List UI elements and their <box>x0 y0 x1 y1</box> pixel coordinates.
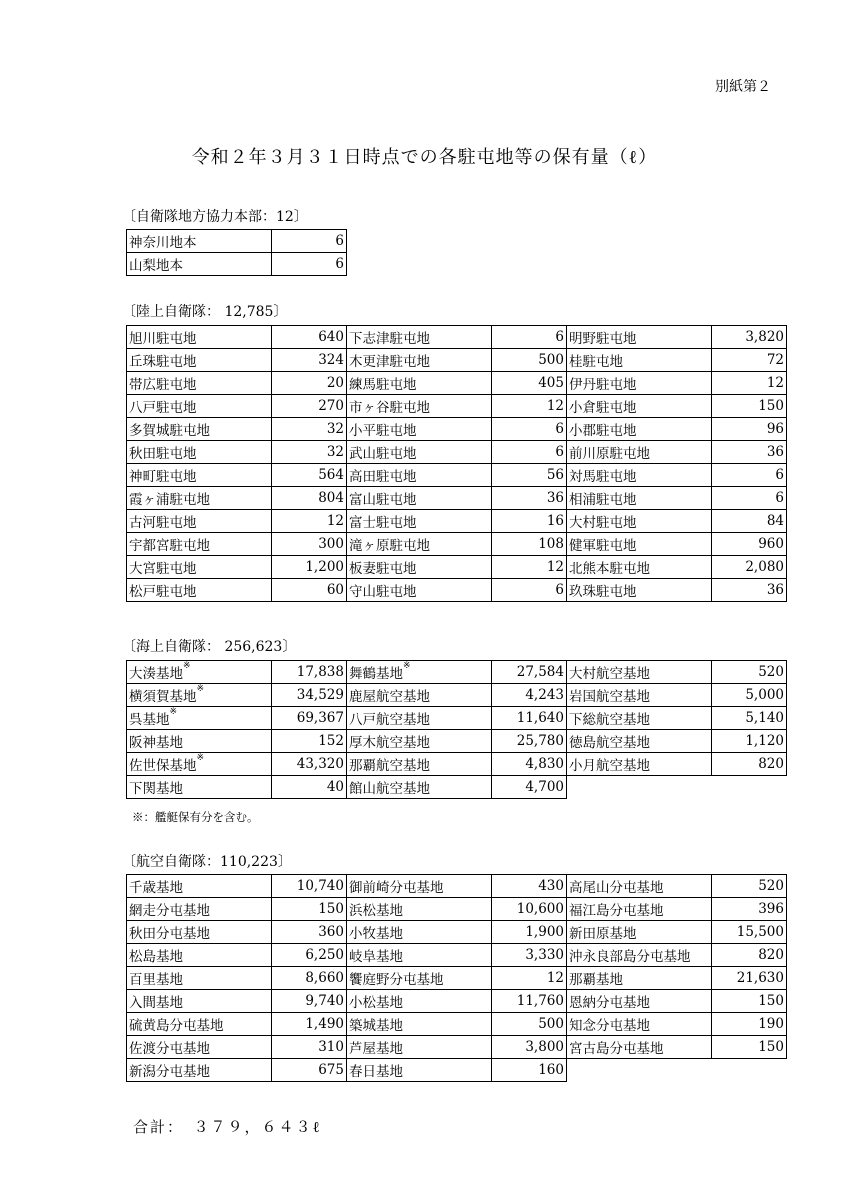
facility-name: 滝ヶ原駐屯地 <box>349 538 430 554</box>
facility-name-cell <box>567 1013 712 1036</box>
quantity-cell: 500 <box>492 349 567 372</box>
quantity-cell: 108 <box>492 533 567 556</box>
table-row <box>127 661 787 684</box>
facility-name-cell <box>567 556 712 579</box>
quantity-cell: 324 <box>272 349 347 372</box>
facility-name-cell <box>347 372 492 395</box>
facility-name: 古河駐屯地 <box>129 515 197 531</box>
section-heading-asdf: 〔航空自衛隊：110,223〕 <box>122 854 292 870</box>
quantity-cell: 6 <box>492 418 567 441</box>
facility-name: 神町駐屯地 <box>129 469 197 485</box>
facility-name: 北熊本駐屯地 <box>569 561 650 577</box>
facility-name-cell <box>347 510 492 533</box>
quantity-cell: 564 <box>272 464 347 487</box>
quantity-cell: 10,600 <box>492 898 567 921</box>
quantity-cell: 6 <box>712 464 787 487</box>
table-row <box>127 464 787 487</box>
facility-name-cell <box>347 326 492 349</box>
facility-name: 旭川駐屯地 <box>129 331 197 347</box>
facility-name-cell <box>347 684 492 707</box>
facility-name-cell <box>347 556 492 579</box>
facility-name-cell <box>347 1036 492 1059</box>
quantity-cell: 84 <box>712 510 787 533</box>
quantity-cell: 405 <box>492 372 567 395</box>
quantity-cell: 6 <box>492 579 567 602</box>
quantity-cell: 4,700 <box>492 776 567 799</box>
facility-name-cell <box>127 661 272 684</box>
table-row <box>127 875 787 898</box>
facility-name-cell <box>347 1013 492 1036</box>
facility-name: 相浦駐屯地 <box>569 492 637 508</box>
table-row <box>127 1036 787 1059</box>
facility-name-cell <box>567 1036 712 1059</box>
facility-name: 千歳基地 <box>129 880 183 896</box>
table-row <box>127 230 347 253</box>
quantity-cell: 360 <box>272 921 347 944</box>
quantity-cell: 12 <box>492 556 567 579</box>
facility-name-cell <box>567 967 712 990</box>
facility-name-cell <box>127 753 272 776</box>
facility-name: 大村駐屯地 <box>569 515 637 531</box>
facility-name-cell <box>127 1013 272 1036</box>
facility-name: 守山駐屯地 <box>349 584 417 600</box>
table-row <box>127 510 787 533</box>
facility-name: 恩納分屯基地 <box>569 995 650 1011</box>
table-row <box>127 898 787 921</box>
section-heading-gsdf: 〔陸上自衛隊： 12,785〕 <box>122 304 288 320</box>
quantity-cell: 520 <box>712 875 787 898</box>
quantity-cell: 6 <box>492 441 567 464</box>
table-row <box>127 372 787 395</box>
quantity-cell: 4,830 <box>492 753 567 776</box>
quantity-cell: 640 <box>272 326 347 349</box>
facility-name-cell <box>127 579 272 602</box>
table-row <box>127 441 787 464</box>
facility-name: 新田原基地 <box>569 926 637 942</box>
facility-name-cell <box>127 707 272 730</box>
quantity-cell: 820 <box>712 944 787 967</box>
quantity-cell: 2,080 <box>712 556 787 579</box>
facility-name-cell <box>347 533 492 556</box>
facility-name: 横須賀基地 <box>129 689 197 705</box>
facility-name-cell <box>567 510 712 533</box>
facility-name: 網走分屯基地 <box>129 903 210 919</box>
table-msdf <box>126 660 787 799</box>
facility-name-cell <box>127 464 272 487</box>
quantity-cell: 1,120 <box>712 730 787 753</box>
quantity-cell: 310 <box>272 1036 347 1059</box>
quantity-cell: 12 <box>492 395 567 418</box>
quantity-cell: 430 <box>492 875 567 898</box>
facility-name: 前川原駐屯地 <box>569 446 650 462</box>
quantity-cell: 820 <box>712 753 787 776</box>
facility-name-cell <box>567 349 712 372</box>
facility-name-cell <box>127 487 272 510</box>
quantity-cell: 36 <box>492 487 567 510</box>
empty-cell <box>712 1059 787 1082</box>
facility-name: 佐渡分屯基地 <box>129 1041 210 1057</box>
quantity-cell: 17,838 <box>272 661 347 684</box>
facility-name-cell <box>127 349 272 372</box>
facility-name-cell <box>347 730 492 753</box>
facility-name-cell <box>347 661 492 684</box>
quantity-cell: 150 <box>272 898 347 921</box>
facility-name-cell <box>347 921 492 944</box>
quantity-cell: 190 <box>712 1013 787 1036</box>
facility-name-cell <box>567 372 712 395</box>
table-row <box>127 556 787 579</box>
table-row <box>127 1013 787 1036</box>
facility-name-cell <box>567 684 712 707</box>
empty-cell <box>712 776 787 799</box>
quantity-cell: 396 <box>712 898 787 921</box>
facility-name: 桂駐屯地 <box>569 354 623 370</box>
facility-name: 下関基地 <box>129 781 183 797</box>
quantity-cell: 40 <box>272 776 347 799</box>
quantity-cell: 96 <box>712 418 787 441</box>
facility-name: 秋田駐屯地 <box>129 446 197 462</box>
quantity-cell: 21,630 <box>712 967 787 990</box>
msdf-footnote: ※：艦艇保有分を含む。 <box>132 810 259 824</box>
facility-name: 大村航空基地 <box>569 666 650 682</box>
quantity-cell: 32 <box>272 441 347 464</box>
facility-name: 秋田分屯基地 <box>129 926 210 942</box>
facility-name-cell <box>127 418 272 441</box>
footnote-mark: ※ <box>169 707 178 717</box>
facility-name: 市ヶ谷駐屯地 <box>349 400 430 416</box>
quantity-cell: 20 <box>272 372 347 395</box>
facility-name: 霞ヶ浦駐屯地 <box>129 492 210 508</box>
facility-name-cell <box>347 753 492 776</box>
facility-name: 那覇航空基地 <box>349 758 430 774</box>
table-row <box>127 349 787 372</box>
table-row <box>127 921 787 944</box>
facility-name: 岐阜基地 <box>349 949 403 965</box>
facility-name: 丘珠駐屯地 <box>129 354 197 370</box>
facility-name: 沖永良部島分屯基地 <box>569 949 691 965</box>
facility-name-cell <box>347 990 492 1013</box>
page-title: 令和２年３月３１日時点での各駐屯地等の保有量（ℓ） <box>191 147 658 168</box>
facility-name-cell <box>127 990 272 1013</box>
facility-name-cell <box>347 707 492 730</box>
quantity-cell: 675 <box>272 1059 347 1082</box>
quantity-cell: 9,740 <box>272 990 347 1013</box>
facility-name: 浜松基地 <box>349 903 403 919</box>
footnote-mark: ※ <box>196 684 205 694</box>
facility-name: 伊丹駐屯地 <box>569 377 637 393</box>
facility-name: 館山航空基地 <box>349 781 430 797</box>
facility-name-cell <box>567 418 712 441</box>
quantity-cell: 6,250 <box>272 944 347 967</box>
facility-name-cell <box>347 418 492 441</box>
quantity-cell: 56 <box>492 464 567 487</box>
quantity-cell: 160 <box>492 1059 567 1082</box>
facility-name-cell <box>567 464 712 487</box>
table-row <box>127 967 787 990</box>
quantity-cell: 500 <box>492 1013 567 1036</box>
quantity-cell: 25,780 <box>492 730 567 753</box>
quantity-cell: 16 <box>492 510 567 533</box>
quantity-cell: 270 <box>272 395 347 418</box>
quantity-cell: 6 <box>492 326 567 349</box>
quantity-cell: 5,000 <box>712 684 787 707</box>
facility-name: 小月航空基地 <box>569 758 650 774</box>
facility-name-cell <box>567 395 712 418</box>
facility-name-cell <box>127 944 272 967</box>
facility-name-cell <box>127 372 272 395</box>
quantity-cell: 520 <box>712 661 787 684</box>
facility-name: 松戸駐屯地 <box>129 584 197 600</box>
quantity-cell: 300 <box>272 533 347 556</box>
quantity-cell: 34,529 <box>272 684 347 707</box>
facility-name: 対馬駐屯地 <box>569 469 637 485</box>
facility-name: 福江島分屯基地 <box>569 903 664 919</box>
facility-name-cell <box>567 707 712 730</box>
table-asdf <box>126 874 787 1082</box>
facility-name-cell <box>347 579 492 602</box>
quantity-cell: 150 <box>712 990 787 1013</box>
footnote-mark: ※ <box>403 661 411 671</box>
facility-name: 饗庭野分屯基地 <box>349 972 444 988</box>
empty-cell <box>567 776 712 799</box>
facility-name: 佐世保基地 <box>129 758 197 774</box>
facility-name: 阪神基地 <box>129 735 183 751</box>
facility-name: 木更津駐屯地 <box>349 354 430 370</box>
table-row <box>127 1059 787 1082</box>
facility-name: 八戸航空基地 <box>349 712 430 728</box>
facility-name-cell <box>567 661 712 684</box>
facility-name-cell <box>567 990 712 1013</box>
quantity-cell: 804 <box>272 487 347 510</box>
facility-name: 厚木航空基地 <box>349 735 430 751</box>
table-row <box>127 776 787 799</box>
quantity-cell: 3,820 <box>712 326 787 349</box>
empty-cell <box>567 1059 712 1082</box>
facility-name: 板妻駐屯地 <box>349 561 417 577</box>
facility-name-cell <box>567 487 712 510</box>
facility-name: 明野駐屯地 <box>569 331 637 347</box>
facility-name-cell <box>127 1059 272 1082</box>
quantity-cell: 11,640 <box>492 707 567 730</box>
quantity-cell: 3,800 <box>492 1036 567 1059</box>
quantity-cell: 69,367 <box>272 707 347 730</box>
facility-name: 宇都宮駐屯地 <box>129 538 210 554</box>
section-heading-pco: 〔自衛隊地方協力本部：12〕 <box>122 209 308 225</box>
facility-name: 徳島航空基地 <box>569 735 650 751</box>
quantity-cell: 10,740 <box>272 875 347 898</box>
facility-name-cell <box>567 533 712 556</box>
facility-name: 小平駐屯地 <box>349 423 417 439</box>
table-row <box>127 253 347 276</box>
facility-name: 山梨地本 <box>129 258 183 274</box>
facility-name: 富山駐屯地 <box>349 492 417 508</box>
facility-name-cell <box>347 967 492 990</box>
facility-name: 春日基地 <box>349 1064 403 1080</box>
facility-name-cell <box>127 533 272 556</box>
quantity-cell: 32 <box>272 418 347 441</box>
facility-name-cell <box>347 395 492 418</box>
footnote-mark: ※ <box>196 753 205 763</box>
facility-name: 帯広駐屯地 <box>129 377 197 393</box>
table-row <box>127 395 787 418</box>
table-row <box>127 533 787 556</box>
facility-name-cell <box>127 395 272 418</box>
facility-name-cell <box>347 898 492 921</box>
table-pco <box>126 229 347 276</box>
table-row <box>127 730 787 753</box>
facility-name: 芦屋基地 <box>349 1041 403 1057</box>
quantity-cell: 6 <box>272 253 347 276</box>
quantity-cell: 36 <box>712 441 787 464</box>
facility-name: 大湊基地 <box>129 666 183 682</box>
table-row <box>127 753 787 776</box>
facility-name-cell <box>567 944 712 967</box>
facility-name: 大宮駐屯地 <box>129 561 197 577</box>
facility-name: 知念分屯基地 <box>569 1018 650 1034</box>
facility-name: 百里基地 <box>129 972 183 988</box>
facility-name: 高尾山分屯基地 <box>569 880 664 896</box>
facility-name-cell <box>347 944 492 967</box>
footnote-mark: ※ <box>183 661 191 671</box>
facility-name-cell <box>127 730 272 753</box>
grand-total: 合計： ３７９，６４３ℓ <box>133 1118 322 1136</box>
quantity-cell: 152 <box>272 730 347 753</box>
quantity-cell: 36 <box>712 579 787 602</box>
table-row <box>127 944 787 967</box>
facility-name-cell <box>567 753 712 776</box>
quantity-cell: 8,660 <box>272 967 347 990</box>
table-row <box>127 326 787 349</box>
quantity-cell: 6 <box>712 487 787 510</box>
table-row <box>127 684 787 707</box>
quantity-cell: 960 <box>712 533 787 556</box>
facility-name: 武山駐屯地 <box>349 446 417 462</box>
facility-name-cell <box>567 441 712 464</box>
facility-name-cell <box>127 230 272 253</box>
facility-name-cell <box>347 464 492 487</box>
quantity-cell: 5,140 <box>712 707 787 730</box>
facility-name-cell <box>127 1036 272 1059</box>
facility-name-cell <box>347 349 492 372</box>
facility-name: 呉基地 <box>129 712 170 728</box>
facility-name: 高田駐屯地 <box>349 469 417 485</box>
quantity-cell: 11,760 <box>492 990 567 1013</box>
facility-name-cell <box>347 875 492 898</box>
table-row <box>127 418 787 441</box>
facility-name: 那覇基地 <box>569 972 623 988</box>
facility-name-cell <box>567 898 712 921</box>
facility-name: 小松基地 <box>349 995 403 1011</box>
facility-name-cell <box>347 487 492 510</box>
quantity-cell: 3,330 <box>492 944 567 967</box>
table-row <box>127 990 787 1013</box>
facility-name: 舞鶴基地 <box>349 666 403 682</box>
facility-name-cell <box>347 441 492 464</box>
facility-name-cell <box>127 898 272 921</box>
document-number: 別紙第２ <box>715 79 771 95</box>
facility-name: 玖珠駐屯地 <box>569 584 637 600</box>
facility-name: 健軍駐屯地 <box>569 538 637 554</box>
facility-name-cell <box>127 776 272 799</box>
facility-name: 神奈川地本 <box>129 235 197 251</box>
facility-name: 新潟分屯基地 <box>129 1064 210 1080</box>
quantity-cell: 12 <box>492 967 567 990</box>
facility-name-cell <box>127 875 272 898</box>
quantity-cell: 150 <box>712 395 787 418</box>
facility-name: 多賀城駐屯地 <box>129 423 210 439</box>
quantity-cell: 60 <box>272 579 347 602</box>
facility-name-cell <box>127 510 272 533</box>
facility-name-cell <box>567 579 712 602</box>
facility-name: 小倉駐屯地 <box>569 400 637 416</box>
facility-name: 宮古島分屯基地 <box>569 1041 664 1057</box>
table-gsdf <box>126 325 787 602</box>
quantity-cell: 43,320 <box>272 753 347 776</box>
facility-name: 八戸駐屯地 <box>129 400 197 416</box>
facility-name-cell <box>567 326 712 349</box>
quantity-cell: 72 <box>712 349 787 372</box>
facility-name: 入間基地 <box>129 995 183 1011</box>
facility-name: 下志津駐屯地 <box>349 331 430 347</box>
facility-name: 松島基地 <box>129 949 183 965</box>
facility-name-cell <box>347 1059 492 1082</box>
quantity-cell: 1,200 <box>272 556 347 579</box>
quantity-cell: 4,243 <box>492 684 567 707</box>
facility-name-cell <box>127 556 272 579</box>
table-row <box>127 487 787 510</box>
quantity-cell: 1,490 <box>272 1013 347 1036</box>
facility-name-cell <box>567 921 712 944</box>
facility-name: 下総航空基地 <box>569 712 650 728</box>
facility-name-cell <box>127 967 272 990</box>
facility-name: 富士駐屯地 <box>349 515 417 531</box>
facility-name: 築城基地 <box>349 1018 403 1034</box>
facility-name: 硫黄島分屯基地 <box>129 1018 224 1034</box>
facility-name-cell <box>567 730 712 753</box>
quantity-cell: 12 <box>272 510 347 533</box>
facility-name-cell <box>347 776 492 799</box>
facility-name-cell <box>127 326 272 349</box>
facility-name-cell <box>127 441 272 464</box>
quantity-cell: 27,584 <box>492 661 567 684</box>
quantity-cell: 15,500 <box>712 921 787 944</box>
facility-name: 御前崎分屯基地 <box>349 880 444 896</box>
table-row <box>127 707 787 730</box>
table-row <box>127 579 787 602</box>
facility-name-cell <box>567 875 712 898</box>
facility-name: 小郡駐屯地 <box>569 423 637 439</box>
facility-name-cell <box>127 921 272 944</box>
quantity-cell: 12 <box>712 372 787 395</box>
facility-name-cell <box>127 684 272 707</box>
quantity-cell: 6 <box>272 230 347 253</box>
facility-name: 練馬駐屯地 <box>349 377 417 393</box>
quantity-cell: 150 <box>712 1036 787 1059</box>
facility-name-cell <box>127 253 272 276</box>
section-heading-msdf: 〔海上自衛隊： 256,623〕 <box>122 639 297 655</box>
quantity-cell: 1,900 <box>492 921 567 944</box>
facility-name: 小牧基地 <box>349 926 403 942</box>
facility-name: 鹿屋航空基地 <box>349 689 430 705</box>
facility-name: 岩国航空基地 <box>569 689 650 705</box>
